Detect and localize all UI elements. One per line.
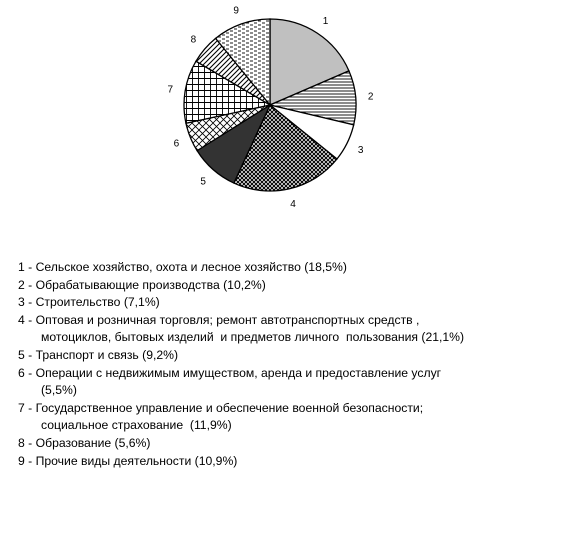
pie-slice-label-7: 7	[167, 84, 174, 96]
legend-text: социальное страхование (11,9%)	[41, 418, 232, 433]
pie-slice-label-9: 9	[233, 5, 239, 17]
legend-text: 5 - Транспорт и связь (9,2%)	[18, 347, 179, 362]
legend-text: 9 - Прочие виды деятельности (10,9%)	[18, 453, 238, 468]
legend-item-7-continuation	[18, 417, 558, 435]
pie-slices	[184, 19, 356, 191]
legend-text: (5,5%)	[41, 383, 77, 398]
pie-slice-label-8: 8	[190, 34, 197, 46]
legend-text: 7 - Государственное управление и обеспечение военной безопасности;	[18, 400, 424, 415]
legend-item-2	[18, 277, 558, 295]
legend-item-4-continuation	[18, 329, 558, 347]
pie-slice-label-1: 1	[322, 16, 329, 28]
legend	[18, 259, 558, 470]
pie-slice-label-5: 5	[200, 176, 206, 188]
pie-chart	[150, 5, 390, 243]
pie-slice-label-6: 6	[173, 138, 180, 150]
legend-item-7	[18, 400, 558, 418]
legend-text: 2 - Обрабатывающие производства (10,2%)	[18, 277, 266, 292]
legend-text: мотоциклов, бытовых изделий и предметов личного пользования (21,1%)	[41, 330, 465, 345]
pie-slice-label-2: 2	[367, 91, 374, 103]
legend-text: 8 - Образование (5,6%)	[18, 435, 151, 450]
legend-item-9	[18, 453, 558, 471]
legend-item-1	[18, 259, 558, 277]
legend-item-4	[18, 312, 558, 330]
legend-item-3	[18, 294, 558, 312]
pie-chart-svg	[150, 5, 390, 243]
pie-slice-label-4: 4	[290, 198, 296, 210]
legend-item-5	[18, 347, 558, 365]
legend-text: 4 - Оптовая и розничная торговля; ремонт автотранспортных средств ,	[18, 312, 420, 327]
legend-text: 3 - Строительство (7,1%)	[18, 295, 160, 310]
legend-item-8	[18, 435, 558, 453]
legend-text: 1 - Сельское хозяйство, охота и лесное хозяйство (18,5%)	[18, 260, 347, 274]
legend-item-6	[18, 365, 558, 383]
pie-slice-label-3: 3	[357, 144, 364, 156]
legend-text: 6 - Операции с недвижимым имуществом, аренда и предоставление услуг	[18, 365, 442, 380]
legend-item-6-continuation	[18, 382, 558, 400]
